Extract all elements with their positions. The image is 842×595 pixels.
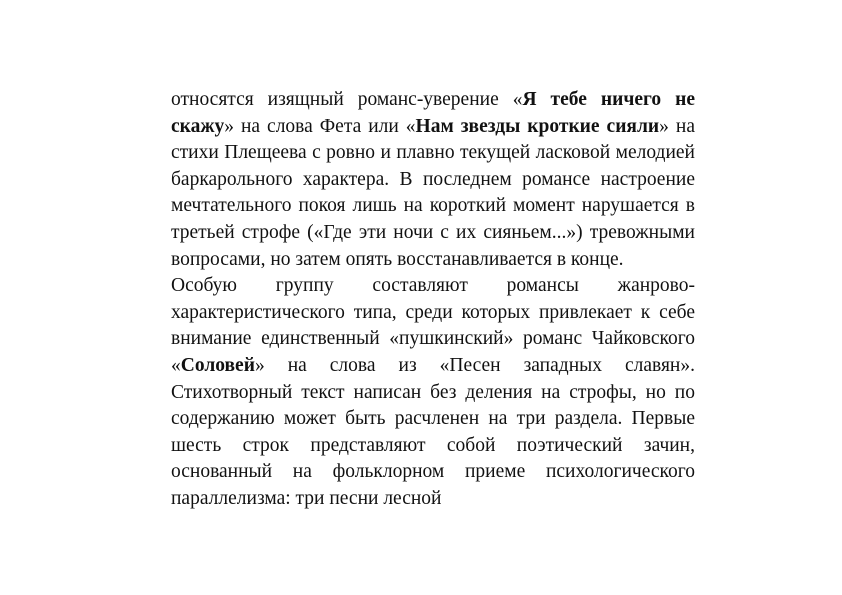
- text-run: » на слова Фета или «: [224, 115, 416, 137]
- paragraph-romances: [171, 87, 695, 273]
- romance-title-ya-tebe-nichego-ne-skazhu: Я тебе ничего не скажу: [171, 89, 695, 137]
- paragraph-genre-romances: [171, 273, 695, 512]
- text-run: » на слова из «Песен западных славян». Стихотворный текст написан без деления на строфы, но по содержанию может быть расчленен на три раздела. Первые шесть строк представляют собой поэтический зачин, основанный на фольклорном приеме психологического параллелизма: три песни лесной: [171, 354, 695, 509]
- body-text: [171, 87, 695, 513]
- romance-title-solovey: Соловей: [180, 354, 255, 376]
- text-run: Особую группу составляют романсы жанрово-характеристического типа, среди которых привлекает к себе внимание единственный «пушкинский» романс Чайковского «: [171, 275, 695, 376]
- romance-title-nam-zvezdy-krotkie-siyali: Нам звезды кроткие сияли: [415, 115, 660, 137]
- text-run: » на стихи Плещеева с ровно и плавно текущей ласковой мелодией баркарольного характера. В последнем романсе настроение мечтательного покоя лишь на короткий момент нарушается в третьей строфе («Где эти ночи с их сияньем...») тревожными вопросами, но затем опять восстанавливается в конце.: [171, 115, 695, 270]
- text-run: относятся изящный романс-уверение «: [171, 89, 523, 110]
